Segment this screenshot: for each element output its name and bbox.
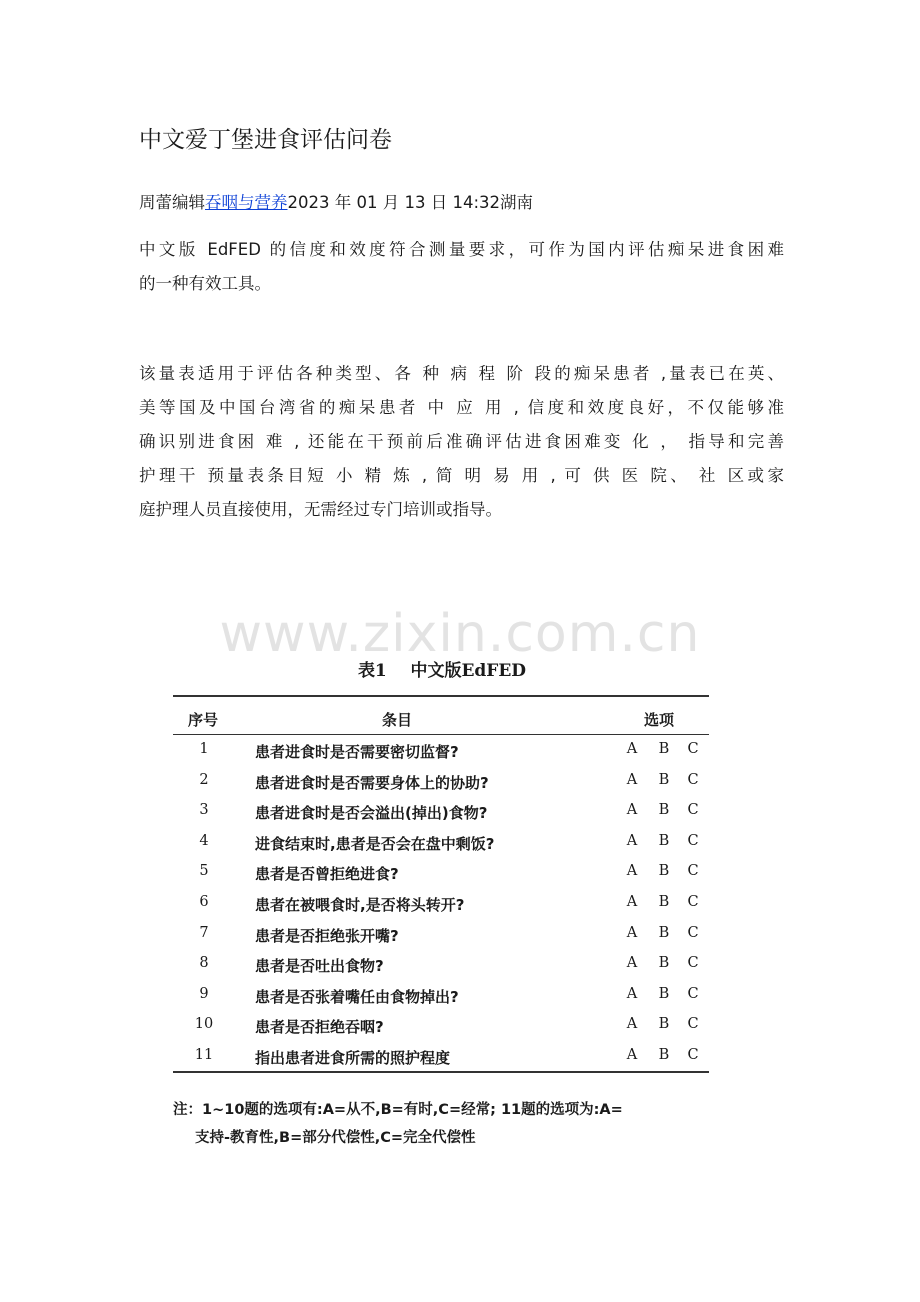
row-number: 5	[199, 863, 209, 880]
description-paragraph	[139, 357, 784, 527]
row-number: 10	[194, 1016, 214, 1033]
row-item: 患者是否拒绝张开嘴?	[255, 926, 399, 945]
row-item: 患者进食时是否需要身体上的协助?	[255, 773, 489, 792]
row-option: B	[658, 832, 670, 849]
row-item: 患者在被喂食时,是否将头转开?	[255, 896, 465, 914]
row-option: A	[626, 863, 638, 880]
row-option: B	[658, 955, 670, 972]
paragraph-line: 中文版 EdFED 的信度和效度符合测量要求，可作为国内评估痴呆进食困难	[139, 240, 784, 259]
table-row	[173, 737, 709, 768]
row-item: 患者是否拒绝吞咽?	[255, 1018, 384, 1037]
row-option: A	[626, 924, 638, 941]
row-option: B	[658, 802, 670, 819]
paragraph-line: 护理干 预量表条目短 小 精 炼 , 简 明 易 用 , 可 供 医 院、 社 区或家	[139, 466, 784, 485]
row-option: B	[658, 741, 670, 757]
row-option: A	[626, 771, 638, 788]
table-row	[173, 1012, 709, 1043]
intro-paragraph	[139, 233, 784, 301]
row-option: C	[687, 771, 699, 788]
table-row	[173, 951, 709, 982]
row-option: C	[687, 924, 699, 941]
row-option: A	[626, 802, 638, 819]
row-option: A	[626, 1047, 638, 1063]
header-number: 序号	[188, 711, 219, 729]
paragraph-line: 美等国及中国台湾省的痴呆患者 中 应 用 , 信度和效度良好，不仅能够准	[139, 398, 784, 417]
row-item: 患者是否曾拒绝进食?	[255, 865, 399, 884]
table-caption: 表1 中文版EdFED	[357, 661, 527, 681]
publish-datetime: 2023 年 01 月 13 日 14:32	[287, 193, 501, 212]
table-bottom-rule	[173, 1071, 709, 1073]
row-option: A	[626, 955, 638, 972]
table-row	[173, 798, 709, 829]
row-option: A	[626, 1016, 638, 1033]
row-number: 8	[199, 955, 209, 972]
table-row	[173, 829, 709, 860]
source-link[interactable]: 吞咽与营养	[205, 193, 288, 212]
table-row	[173, 1043, 709, 1074]
row-option: C	[687, 802, 699, 819]
row-option: C	[687, 832, 699, 849]
row-option: A	[626, 741, 638, 757]
table-row	[173, 859, 709, 890]
row-option: B	[658, 894, 670, 910]
table-row	[173, 921, 709, 952]
paragraph-line: 该量表适用于评估各种类型、各 种 病 程 阶 段的痴呆患者 ,量表已在英、	[139, 364, 784, 383]
row-option: B	[658, 1016, 670, 1033]
header-options: 选项	[644, 711, 675, 729]
table-row	[173, 768, 709, 799]
row-option: C	[687, 894, 699, 910]
row-option: C	[687, 1016, 699, 1033]
row-option: C	[687, 741, 699, 757]
row-number: 7	[199, 924, 209, 941]
table-top-rule	[173, 695, 709, 697]
row-option: B	[658, 771, 670, 788]
paragraph-line: 庭护理人员直接使用，无需经过专门培训或指导。	[139, 500, 502, 519]
row-number: 1	[199, 741, 209, 757]
table-row	[173, 890, 709, 921]
row-item: 患者是否吐出食物?	[255, 957, 384, 976]
row-number: 2	[199, 771, 209, 788]
row-number: 3	[199, 802, 209, 819]
table-header-rule	[173, 734, 709, 735]
row-option: C	[687, 1047, 699, 1063]
article-meta	[139, 189, 533, 213]
row-option: B	[658, 985, 670, 1002]
row-option: A	[626, 832, 638, 849]
row-item: 指出患者进食所需的照护程度	[255, 1049, 451, 1067]
row-option: A	[626, 985, 638, 1002]
publish-location: 湖南	[500, 193, 534, 212]
table-note	[173, 1096, 733, 1152]
row-number: 6	[199, 894, 209, 910]
row-item: 患者是否张着嘴任由食物掉出?	[255, 987, 459, 1006]
note-line: 支持-教育性,B=部分代偿性,C=完全代偿性	[195, 1130, 476, 1146]
paragraph-line: 的一种有效工具。	[139, 274, 271, 293]
row-option: B	[658, 924, 670, 941]
row-number: 4	[199, 832, 209, 849]
row-option: C	[687, 985, 699, 1002]
row-option: B	[658, 1047, 670, 1063]
paragraph-line: 确识别进食困 难 , 还能在干预前后准确评估进食困难变 化 ， 指导和完善	[139, 432, 784, 451]
row-option: C	[687, 863, 699, 880]
header-item: 条目	[382, 711, 413, 729]
row-option: C	[687, 955, 699, 972]
editor-name: 周蕾编辑	[139, 193, 205, 212]
row-item: 患者进食时是否需要密切监督?	[255, 743, 459, 761]
article-title: 中文爱丁堡进食评估问卷	[139, 127, 392, 153]
row-option: A	[626, 894, 638, 910]
row-number: 11	[194, 1047, 214, 1063]
row-option: B	[658, 863, 670, 880]
watermark: www.zixin.com.cn	[219, 604, 701, 664]
row-number: 9	[199, 985, 209, 1002]
row-item: 进食结束时,患者是否会在盘中剩饭?	[255, 834, 495, 853]
note-line: 注：1~10题的选项有:A=从不,B=有时,C=经常; 11题的选项为:A=	[173, 1102, 623, 1118]
table-row	[173, 982, 709, 1013]
row-item: 患者进食时是否会溢出(掉出)食物?	[255, 804, 488, 823]
